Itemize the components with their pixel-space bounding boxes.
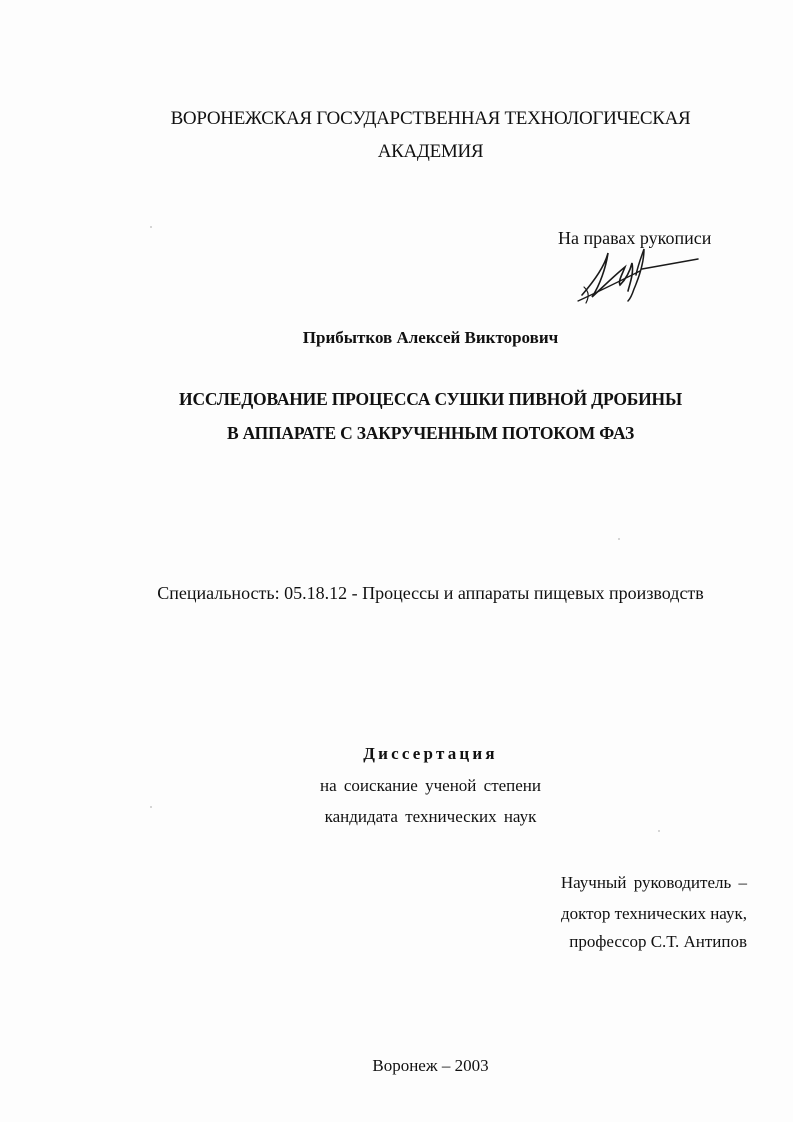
signature-icon bbox=[570, 245, 710, 305]
dissertation-title-line2: В АППАРАТЕ С ЗАКРУЧЕННЫМ ПОТОКОМ ФАЗ bbox=[226, 423, 635, 443]
author-name: Прибытков Алексей Викторович bbox=[302, 328, 559, 347]
scan-speck bbox=[618, 538, 620, 540]
degree-line2: кандидата технических наук bbox=[324, 807, 537, 826]
advisor-role: Научный руководитель – bbox=[560, 873, 747, 892]
specialty-line: Специальность: 05.18.12 - Процессы и аппараты пищевых производств bbox=[157, 583, 704, 603]
scan-speck bbox=[150, 226, 152, 228]
institution-name-line2: АКАДЕМИЯ bbox=[377, 141, 484, 162]
document-type-heading: Диссертация bbox=[363, 744, 498, 763]
dissertation-title-line1: ИССЛЕДОВАНИЕ ПРОЦЕССА СУШКИ ПИВНОЙ ДРОБИНЫ bbox=[179, 389, 682, 409]
institution-name-line1: ВОРОНЕЖСКАЯ ГОСУДАРСТВЕННАЯ ТЕХНОЛОГИЧЕСКАЯ bbox=[170, 108, 691, 129]
advisor-degree: доктор технических наук, bbox=[560, 904, 747, 923]
degree-line1: на соискание ученой степени bbox=[319, 776, 542, 795]
manuscript-rights-note: На правах рукописи bbox=[558, 228, 712, 248]
advisor-name: профессор С.Т. Антипов bbox=[569, 932, 747, 951]
city-year: Воронеж – 2003 bbox=[372, 1056, 489, 1075]
scan-speck bbox=[150, 806, 152, 808]
scan-speck bbox=[658, 830, 660, 832]
